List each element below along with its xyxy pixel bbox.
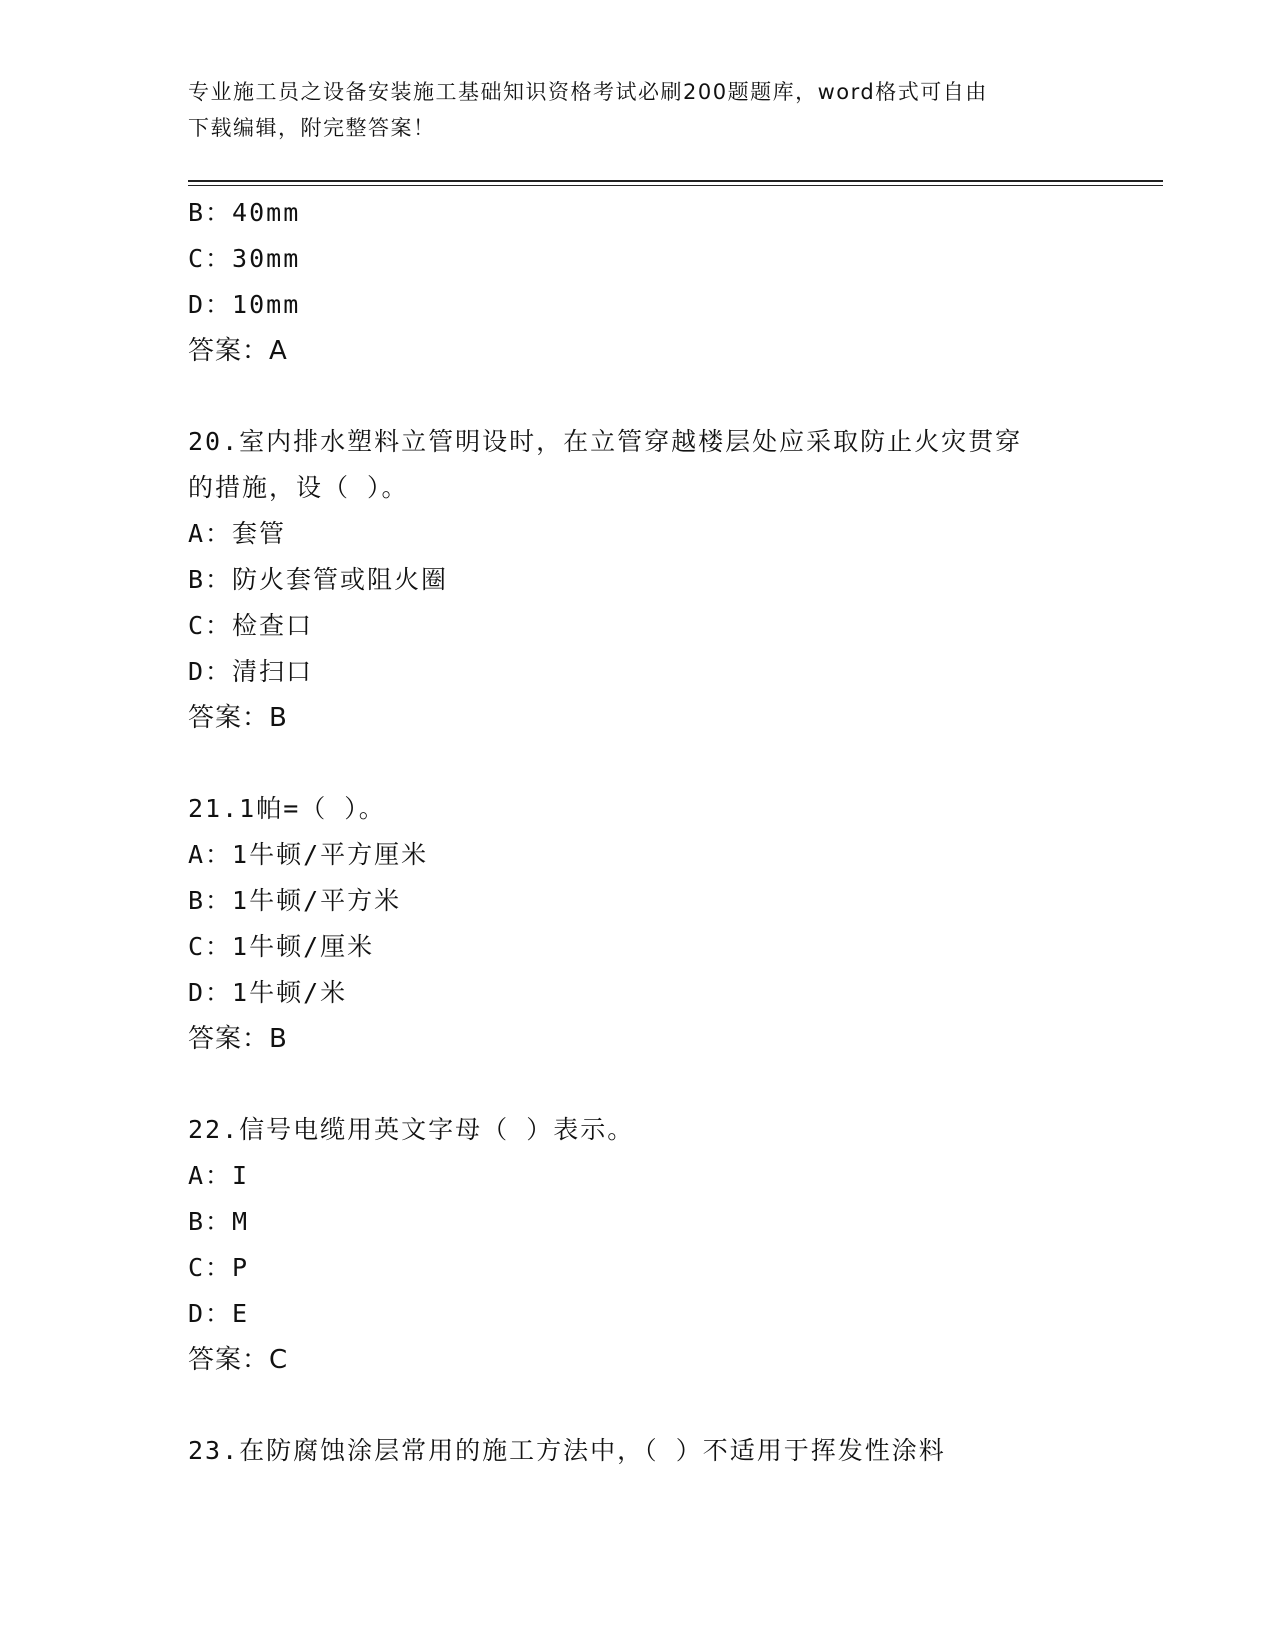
question-19-tail	[188, 190, 1163, 374]
question-stem: 21.1帕=（ ）。	[188, 794, 386, 823]
option-d: D：10mm	[188, 290, 301, 319]
question-20	[188, 419, 1163, 741]
question-content	[188, 190, 1163, 1474]
option-b: B：防火套管或阻火圈	[188, 565, 449, 594]
answer-line: 答案：B	[188, 1024, 288, 1054]
header-divider-thin	[188, 185, 1163, 186]
option-a: A：I	[188, 1161, 250, 1190]
option-d: D：E	[188, 1299, 250, 1328]
question-21	[188, 786, 1163, 1062]
page-header	[188, 74, 1088, 146]
header-divider-thick	[188, 180, 1163, 182]
answer-line: 答案：A	[188, 336, 288, 366]
header-line-1: 专业施工员之设备安装施工基础知识资格考试必刷200题题库，word格式可自由	[188, 80, 988, 104]
option-b: B：40mm	[188, 198, 301, 227]
option-b: B：M	[188, 1207, 250, 1236]
option-c: C：30mm	[188, 244, 301, 273]
answer-line: 答案：C	[188, 1345, 289, 1375]
option-c: C：检查口	[188, 611, 314, 640]
option-a: A：1牛顿/平方厘米	[188, 840, 429, 869]
option-d: D：清扫口	[188, 657, 314, 686]
option-a: A：套管	[188, 519, 287, 548]
option-b: B：1牛顿/平方米	[188, 886, 402, 915]
option-c: C：P	[188, 1253, 250, 1282]
answer-line: 答案：B	[188, 703, 288, 733]
question-23	[188, 1428, 1163, 1474]
question-22	[188, 1107, 1163, 1383]
question-stem: 20.室内排水塑料立管明设时，在立管穿越楼层处应采取防止火灾贯穿	[188, 427, 1023, 456]
option-c: C：1牛顿/厘米	[188, 932, 375, 961]
question-stem-continued: 的措施，设（ ）。	[188, 473, 409, 502]
question-stem: 22.信号电缆用英文字母（ ）表示。	[188, 1115, 635, 1144]
header-line-2: 下载编辑，附完整答案！	[188, 116, 436, 140]
question-stem: 23.在防腐蚀涂层常用的施工方法中，（ ）不适用于挥发性涂料	[188, 1436, 946, 1465]
option-d: D：1牛顿/米	[188, 978, 348, 1007]
